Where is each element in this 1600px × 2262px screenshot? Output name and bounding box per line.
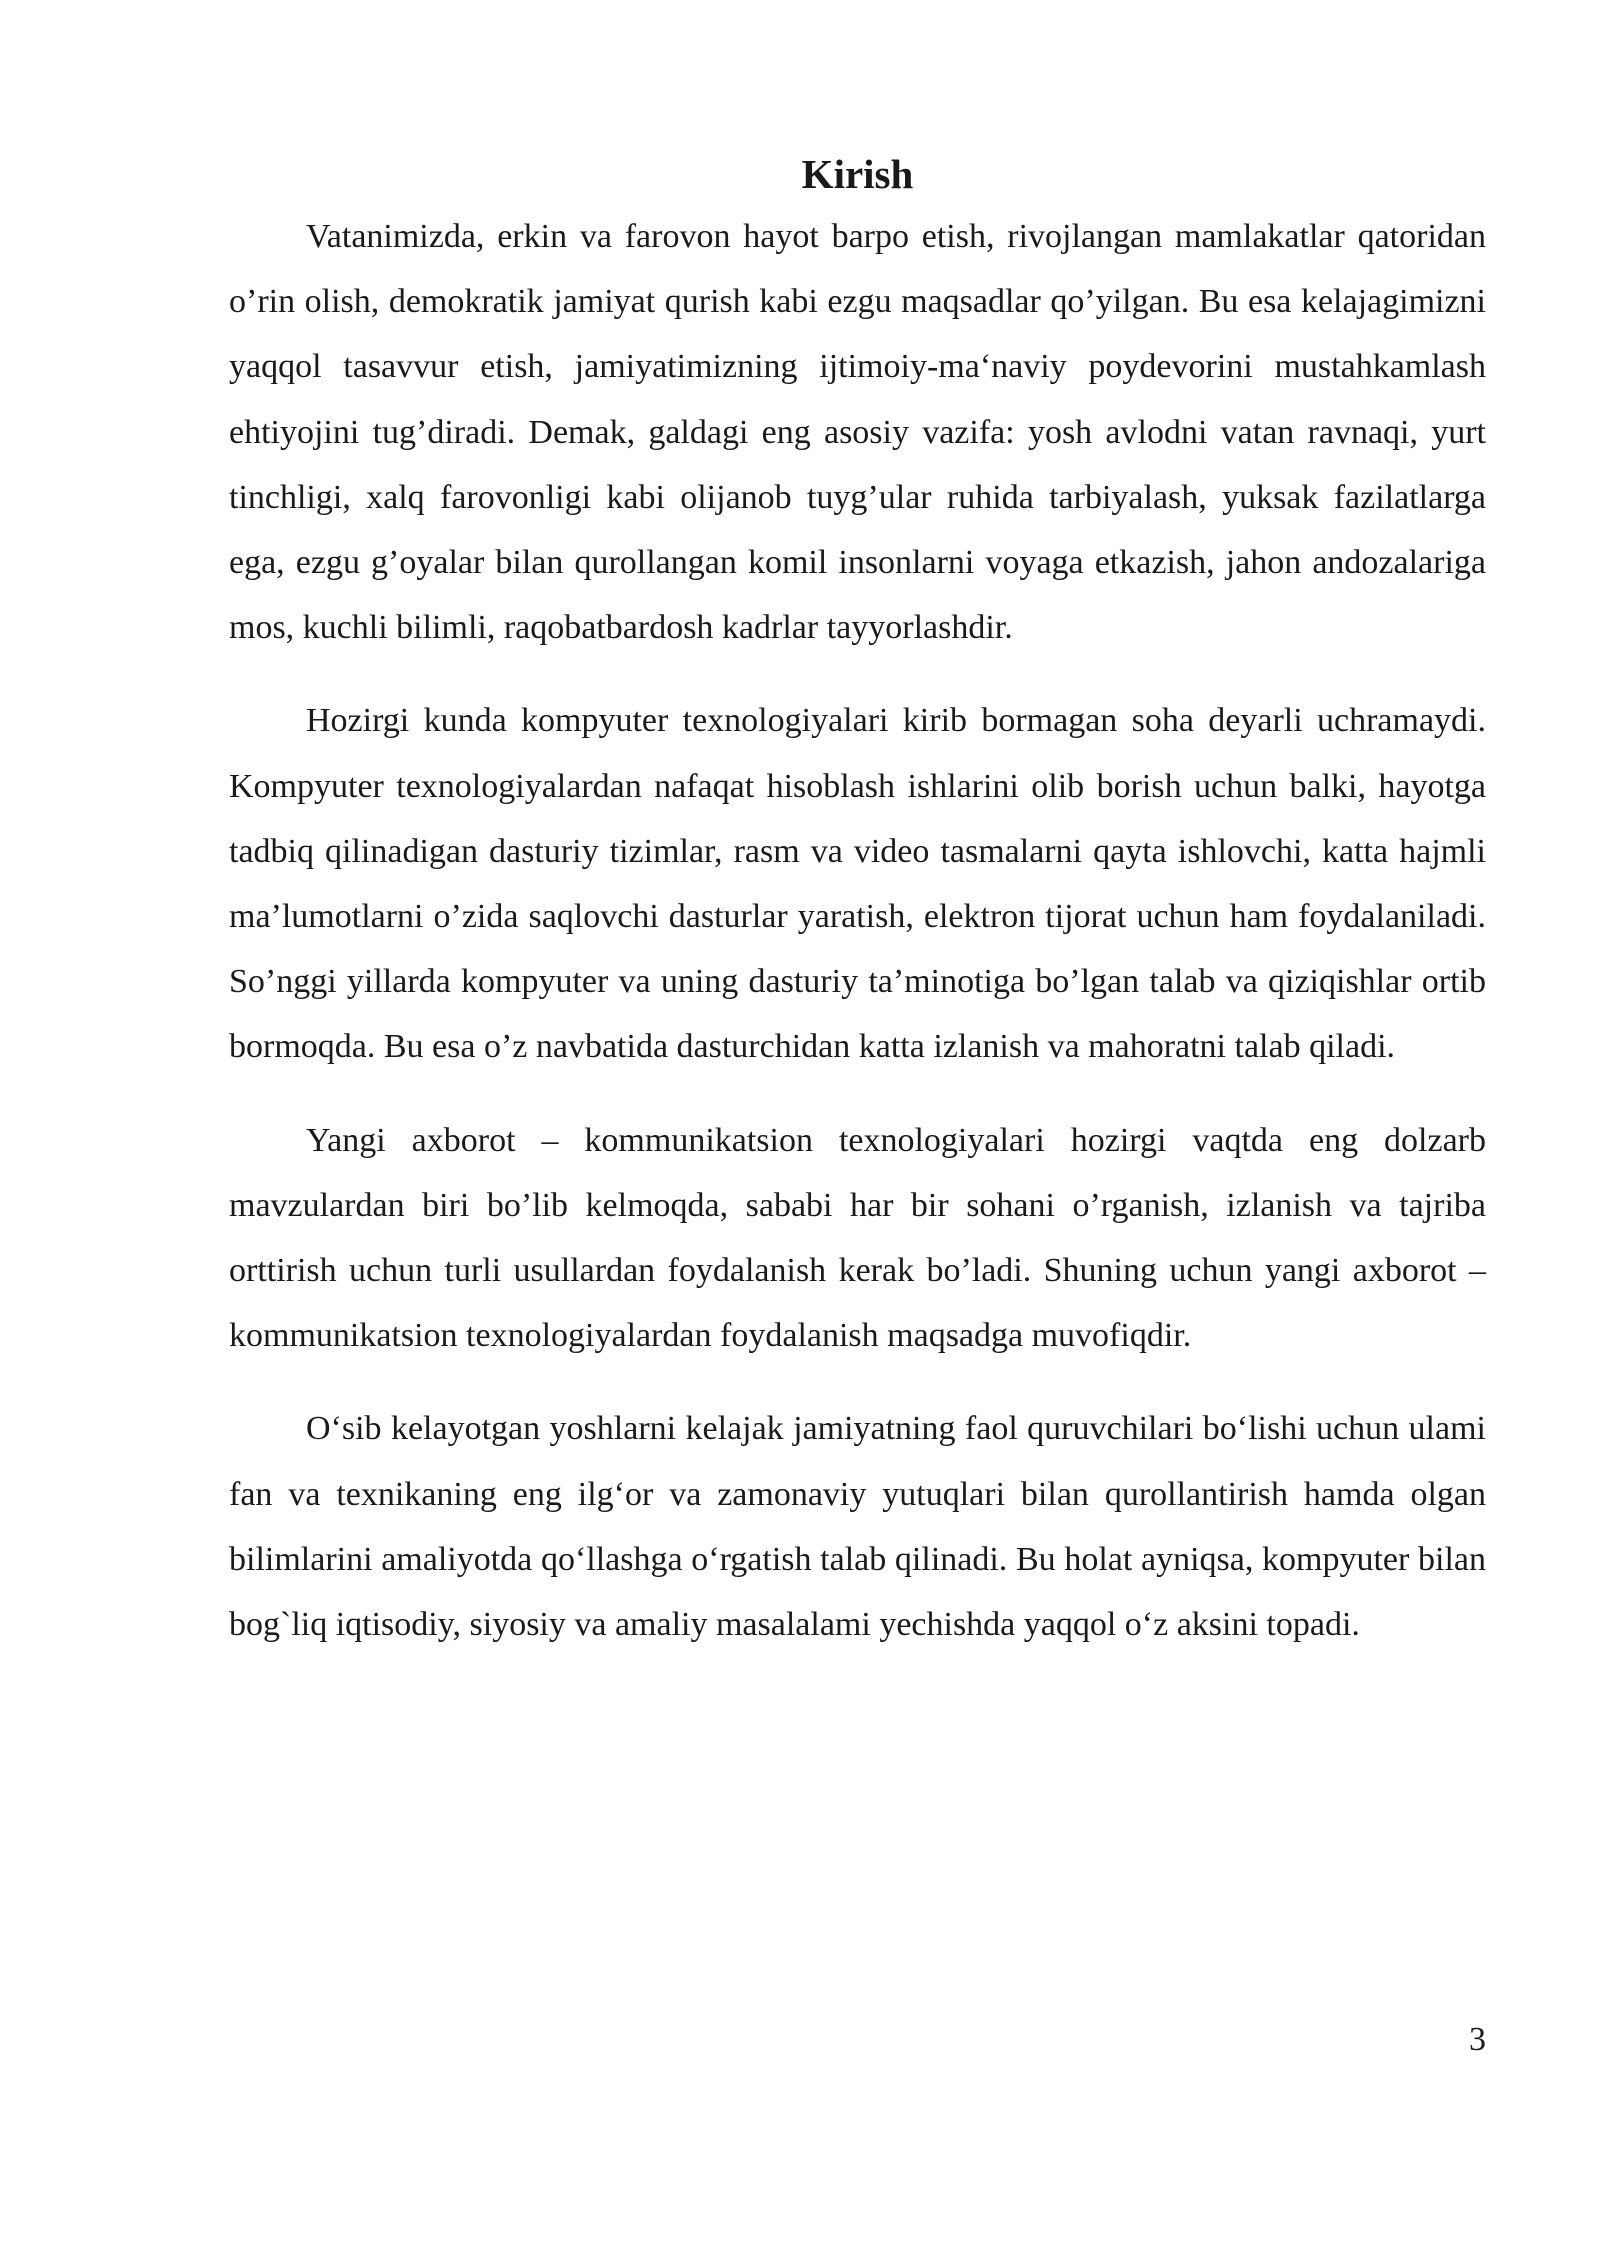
paragraph-youth: O‘sib kelayotgan yoshlarni kelajak jamiyatning faol quruvchilari bo‘lishi uchun ulami fan va texnikaning eng ilg‘or va zamonaviy yutuqlari bilan qurollantirish hamda olgan bilimlarini amaliyotda qo‘llashga o‘rgatish talab qilinadi. Bu holat ayniqsa, kompyuter bilan bog`liq iqtisodiy, siyosiy va amaliy masalalami yechishda yaqqol o‘z aksini topadi. <box>229 1410 1486 1644</box>
paragraph-computer-technologies: Hozirgi kunda kompyuter texnologiyalari kirib bormagan soha deyarli uchramaydi. Kompyuter texnologiyalardan nafaqat hisoblash ishlarini olib borish uchun balki, hayotga tadbiq qilinadigan dasturiy tizimlar, rasm va video tasmalarni qayta ishlovchi, katta hajmli ma’lumotlarni o’zida saqlovchi dasturlar yaratish, elektron tijorat uchun ham foydalaniladi. So’nggi yillarda kompyuter va uning dasturiy ta’minotiga bo’lgan talab va qiziqishlar ortib bormoqda. Bu esa o’z navbatida dasturchidan katta izlanish va mahoratni talab qiladi. <box>229 702 1486 1066</box>
page-number: 3 <box>1469 2021 1486 2058</box>
page-content <box>229 148 1486 1685</box>
page-title: Kirish <box>801 151 914 197</box>
paragraph-ict: Yangi axborot – kommunikatsion texnologiyalari hozirgi vaqtda eng dolzarb mavzulardan biri bo’lib kelmoqda, sababi har bir sohani o’rganish, izlanish va tajriba orttirish uchun turli usullardan foydalanish kerak bo’ladi. Shuning uchun yangi axborot – kommunikatsion texnologiyalardan foydalanish maqsadga muvofiqdir. <box>229 1121 1486 1355</box>
paragraph-intro: Vatanimizda, erkin va farovon hayot barpo etish, rivojlangan mamlakatlar qatoridan o’rin olish, demokratik jamiyat qurish kabi ezgu maqsadlar qo’yilgan. Bu esa kelajagimizni yaqqol tasavvur etish, jamiyatimizning ijtimoiy-ma‘naviy poydevorini mustahkamlash ehtiyojini tug’diradi. Demak, galdagi eng asosiy vazifa: yosh avlodni vatan ravnaqi, yurt tinchligi, xalq farovonligi kabi olijanob tuyg’ular ruhida tarbiyalash, yuksak fazilatlarga ega, ezgu g’oyalar bilan qurollangan komil insonlarni voyaga etkazish, jahon andozalariga mos, kuchli bilimli, raqobatbardosh kadrlar tayyorlashdir. <box>229 218 1486 647</box>
